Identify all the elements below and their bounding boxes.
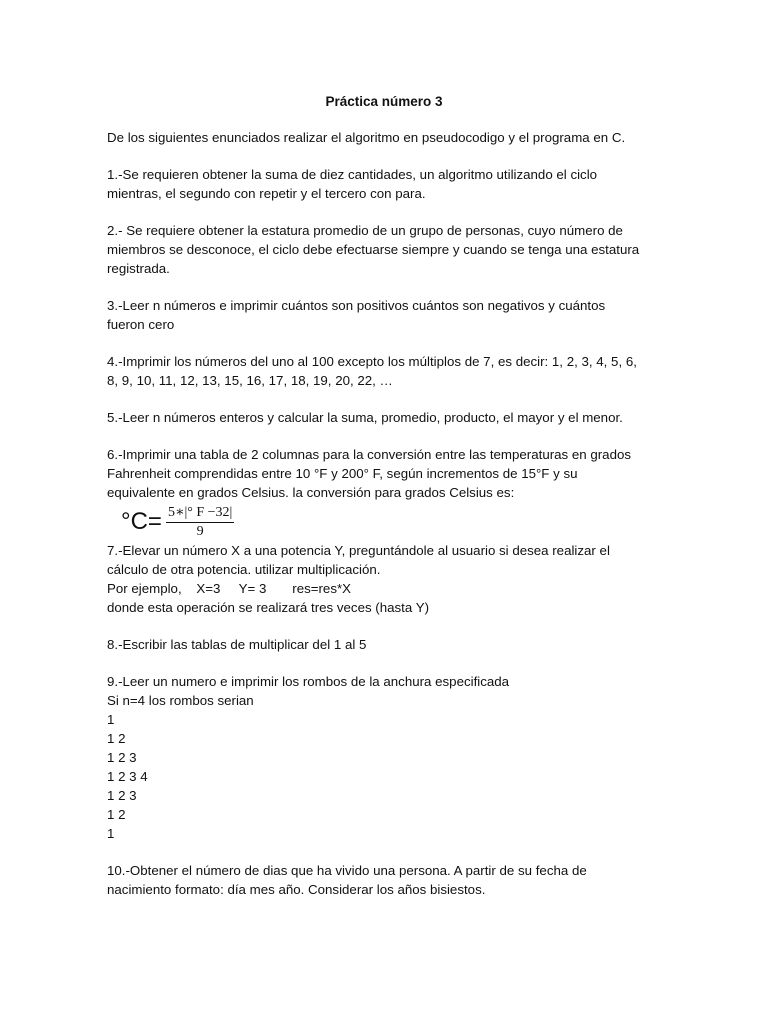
diamond-row: 1 2 (107, 731, 126, 746)
formula-lhs: °C= (121, 508, 162, 535)
exercise-4 (107, 352, 667, 390)
exercise-1 (107, 165, 667, 203)
exercise-10-line-1: 10.-Obtener el número de dias que ha vivido una persona. A partir de su fecha de (107, 863, 587, 878)
exercise-5 (107, 408, 667, 427)
exercise-2 (107, 221, 667, 278)
exercise-3-line-1: 3.-Leer n números e imprimir cuántos son positivos cuántos son negativos y cuántos (107, 298, 606, 313)
exercise-6-line-2: Fahrenheit comprendidas entre 10 °F y 200° F, según incrementos de 15°F y su (107, 466, 578, 481)
formula-fraction (166, 505, 234, 540)
exercise-2-line-3: registrada. (107, 261, 170, 276)
exercise-10-line-2: nacimiento formato: día mes año. Considerar los años bisiestos. (107, 882, 486, 897)
diamond-row: 1 2 3 (107, 750, 137, 765)
exercise-7-line-2: cálculo de otra potencia. utilizar multiplicación. (107, 562, 381, 577)
exercise-1-line-2: mientras, el segundo con repetir y el tercero con para. (107, 186, 426, 201)
exercise-8-line-1: 8.-Escribir las tablas de multiplicar del 1 al 5 (107, 637, 367, 652)
exercise-7-line-4: donde esta operación se realizará tres veces (hasta Y) (107, 600, 430, 615)
intro-line: De los siguientes enunciados realizar el algoritmo en pseudocodigo y el programa en C. (107, 130, 626, 145)
diamond-row: 1 (107, 826, 115, 841)
page-title: Práctica número 3 (325, 94, 443, 109)
diamond-row: 1 (107, 712, 115, 727)
exercise-2-line-2: miembros se desconoce, el ciclo debe efectuarse siempre y cuando se tenga una estatura (107, 242, 640, 257)
exercise-10 (107, 861, 667, 899)
exercise-7-line-1: 7.-Elevar un número X a una potencia Y, preguntándole al usuario si desea realizar el (107, 543, 610, 558)
exercise-3-line-2: fueron cero (107, 317, 175, 332)
exercise-8 (107, 635, 667, 654)
exercise-1-line-1: 1.-Se requieren obtener la suma de diez cantidades, un algoritmo utilizando el ciclo (107, 167, 598, 182)
formula-numerator: 5∗|° F −32| (166, 505, 234, 523)
exercise-9-line-2: Si n=4 los rombos serian (107, 693, 254, 708)
celsius-formula (121, 503, 667, 541)
exercise-9-line-1: 9.-Leer un numero e imprimir los rombos de la anchura especificada (107, 674, 510, 689)
exercise-5-line-1: 5.-Leer n números enteros y calcular la suma, promedio, producto, el mayor y el menor. (107, 410, 623, 425)
exercise-3 (107, 296, 667, 334)
exercise-6-line-1: 6.-Imprimir una tabla de 2 columnas para la conversión entre las temperaturas en grados (107, 447, 632, 462)
formula-denominator: 9 (196, 523, 204, 539)
exercise-6 (107, 445, 667, 502)
exercise-6-line-3: equivalente en grados Celsius. la conversión para grados Celsius es: (107, 485, 515, 500)
diamond-row: 1 2 (107, 807, 126, 822)
exercise-7-line-3: Por ejemplo, X=3 Y= 3 res=res*X (107, 581, 352, 596)
exercise-7 (107, 541, 667, 617)
exercise-2-line-1: 2.- Se requiere obtener la estatura promedio de un grupo de personas, cuyo número de (107, 223, 623, 238)
diamond-row: 1 2 3 (107, 788, 137, 803)
exercise-9 (107, 672, 667, 843)
document-body (107, 128, 667, 917)
exercise-4-line-1: 4.-Imprimir los números del uno al 100 excepto los múltiplos de 7, es decir: 1, 2, 3, 4, 5, 6, (107, 354, 637, 369)
intro-paragraph (107, 128, 667, 147)
diamond-row: 1 2 3 4 (107, 769, 148, 784)
exercise-4-line-2: 8, 9, 10, 11, 12, 13, 15, 16, 17, 18, 19, 20, 22, … (107, 373, 393, 388)
